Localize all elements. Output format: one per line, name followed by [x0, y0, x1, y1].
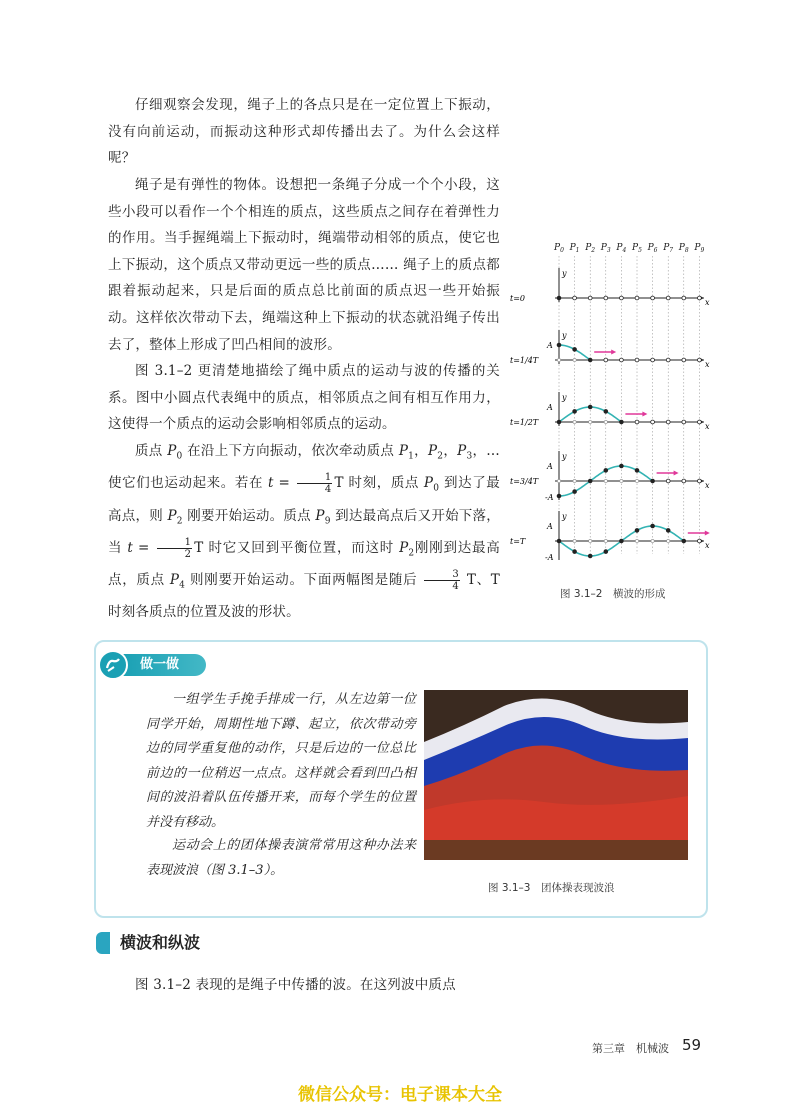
point-label-p1: $P_1$	[569, 243, 580, 254]
equilibrium-marker	[573, 420, 576, 423]
equilibrium-marker	[589, 539, 592, 542]
equilibrium-marker	[635, 539, 638, 542]
particle-4	[620, 296, 624, 300]
y-axis-label: y	[562, 452, 567, 461]
particle-0	[557, 494, 561, 498]
time-label: t=T	[510, 537, 526, 546]
particle-7	[666, 420, 670, 424]
equilibrium-marker	[667, 539, 670, 542]
activity-title: 做一做	[120, 654, 206, 676]
amplitude-label: A	[547, 403, 553, 412]
particle-2	[588, 479, 592, 483]
particle-9	[698, 420, 702, 424]
particle-3	[604, 468, 608, 472]
propagation-arrowhead	[611, 350, 616, 355]
neg-amplitude-label: -A	[545, 493, 554, 502]
point-label-p7: $P_7$	[663, 243, 674, 254]
particle-1	[573, 409, 577, 413]
equilibrium-marker	[604, 420, 607, 423]
particle-2	[588, 358, 592, 362]
x-axis-label: x	[705, 481, 710, 490]
particle-5	[635, 528, 639, 532]
particle-9	[698, 358, 702, 362]
point-label-p6: $P_6$	[647, 243, 658, 254]
particle-6	[651, 296, 655, 300]
particle-8	[682, 539, 686, 543]
particle-7	[666, 296, 670, 300]
x-axis-label: x	[705, 422, 710, 431]
propagation-arrowhead	[642, 412, 647, 417]
equilibrium-marker	[573, 479, 576, 482]
paragraph-3: 图 3.1–2 更清楚地描绘了绳中质点的运动与波的传播的关系。图中小圆点代表绳中的质点，相邻质点之间有相互作用力，这使得一个质点的运动会影响相邻质点的运动。	[108, 363, 500, 433]
particle-3	[604, 296, 608, 300]
y-axis-label: y	[562, 393, 567, 402]
point-label-p8: $P_8$	[678, 243, 689, 254]
particle-1	[573, 490, 577, 494]
section-paragraph: 图 3.1–2 表现的是绳子中传播的波。在这列波中质点	[135, 977, 456, 993]
particle-7	[666, 479, 670, 483]
section-heading	[96, 930, 200, 956]
particle-1	[573, 296, 577, 300]
particle-6	[651, 479, 655, 483]
page-number: 59	[682, 1036, 702, 1054]
amplitude-label: A	[547, 341, 553, 350]
time-label: t=1/2T	[510, 418, 539, 427]
hand-icon	[98, 650, 128, 680]
particle-9	[698, 296, 702, 300]
figure-caption-313: 图 3.1–3 团体操表现波浪	[488, 882, 615, 894]
amplitude-label: A	[547, 522, 553, 531]
fraction-half: $\frac{1}{2}$	[157, 537, 193, 560]
particle-3	[604, 550, 608, 554]
point-label-p4: $P_4$	[616, 243, 627, 254]
particle-4	[620, 358, 624, 362]
equilibrium-marker	[557, 358, 560, 361]
particle-1	[573, 347, 577, 351]
particle-9	[698, 539, 702, 543]
transverse-wave-diagram	[508, 236, 716, 562]
particle-4	[620, 539, 624, 543]
particle-6	[651, 524, 655, 528]
section-heading-text: 横波和纵波	[120, 933, 201, 952]
point-label-p2: $P_2$	[585, 243, 596, 254]
activity-header	[94, 650, 206, 680]
watermark: 微信公众号：电子课本大全	[298, 1085, 502, 1105]
point-label-p0: $P_0$	[554, 243, 564, 254]
time-label: t=0	[510, 294, 526, 303]
particle-5	[635, 468, 639, 472]
particle-6	[651, 358, 655, 362]
point-label-p9: $P_9$	[694, 243, 705, 254]
equilibrium-marker	[635, 479, 638, 482]
fraction-three-quarters: $\frac{3}{4}$	[424, 569, 460, 592]
equilibrium-marker	[604, 479, 607, 482]
particle-2	[588, 296, 592, 300]
point-label-p3: $P_3$	[600, 243, 611, 254]
particle-4	[620, 420, 624, 424]
chapter-label: 第三章 机械波	[592, 1042, 669, 1055]
time-label: t=3/4T	[510, 477, 539, 486]
particle-3	[604, 409, 608, 413]
equilibrium-marker	[651, 539, 654, 542]
particle-5	[635, 420, 639, 424]
particle-0	[557, 539, 561, 543]
activity-text-2: 运动会上的团体操表演常常用这种办法来表现波浪（图 3.1–3）。	[146, 838, 416, 878]
paragraph-1: 仔细观察会发现，绳子上的各点只是在一定位置上下振动，没有向前运动，而振动这种形式却传播出去了。为什么会这样呢？	[108, 97, 500, 167]
particle-7	[666, 358, 670, 362]
particle-0	[557, 296, 561, 300]
equilibrium-marker	[573, 539, 576, 542]
particle-5	[635, 296, 639, 300]
equilibrium-marker	[557, 479, 560, 482]
particle-8	[682, 358, 686, 362]
particle-6	[651, 420, 655, 424]
particle-8	[682, 420, 686, 424]
figure-caption-312: 图 3.1–2 横波的形成	[560, 588, 666, 600]
particle-2	[588, 554, 592, 558]
particle-2	[588, 405, 592, 409]
gymnastics-wave-photo	[424, 690, 688, 860]
equilibrium-marker	[620, 479, 623, 482]
y-axis-label: y	[562, 269, 567, 278]
particle-4	[620, 464, 624, 468]
particle-5	[635, 358, 639, 362]
activity-text-1: 一组学生手挽手排成一行，从左边第一位同学开始，周期性地下蹲、起立，依次带动旁边的同学重复他的动作，只是后边的一位总比前边的一位稍迟一点点。这样就会看到凹凸相间的波沿着队伍传播开来，而每个学生的位置并没有移动。	[146, 692, 416, 830]
propagation-arrowhead	[705, 531, 710, 536]
neg-amplitude-label: -A	[545, 553, 554, 562]
amplitude-label: A	[547, 462, 553, 471]
particle-1	[573, 550, 577, 554]
section-marker	[96, 932, 110, 954]
paragraph-4: 质点 $P_0$ 在沿上下方向振动，依次牵动质点 $P_1$，$P_2$，$P_3$，… 使它们也运动起来。若在 t = $\frac{1}{4}$ T 时刻，质点 $P_0$ 到达了最高点，则 $P_2$ 刚要开始运动。质点 $P_9$ 到达最高点后又开始下落，当 t = $\frac{1}{2}$ T 时它又回到平衡位置，而这时 $P_2$刚刚到达最高点，质点 $P_4$ 则刚要开始运动。下面两幅图是随后 $\frac{3}{4}$ T、T 时刻各质点的位置及波的形状。	[108, 443, 500, 621]
point-label-p5: $P_5$	[632, 243, 642, 254]
fraction-quarter: $\frac{1}{4}$	[297, 472, 333, 495]
particle-3	[604, 358, 608, 362]
particle-9	[698, 479, 702, 483]
y-axis-label: y	[562, 331, 567, 340]
particle-0	[557, 420, 561, 424]
particle-0	[557, 343, 561, 347]
equilibrium-marker	[604, 539, 607, 542]
equilibrium-marker	[573, 358, 576, 361]
y-axis-label: y	[562, 512, 567, 521]
particle-8	[682, 479, 686, 483]
equilibrium-marker	[589, 420, 592, 423]
particle-7	[666, 528, 670, 532]
particle-8	[682, 296, 686, 300]
propagation-arrowhead	[674, 471, 679, 476]
x-axis-label: x	[705, 541, 710, 550]
paragraph-2: 绳子是有弹性的物体。设想把一条绳子分成一个个小段，这些小段可以看作一个个相连的质点，这些质点之间存在着弹性力的作用。当手握绳端上下振动时，绳端带动相邻的质点，使它也上下振动，这个质点又带动更远一些的质点…… 绳子上的质点都跟着振动起来，只是后面的质点总比前面的质点迟一些开始振动。这样依次带动下去，绳端这种上下振动的状态就沿绳子传出去了，整体上形成了凹凸相间的波形。	[108, 177, 500, 353]
x-axis-label: x	[705, 298, 710, 307]
time-label: t=1/4T	[510, 356, 539, 365]
x-axis-label: x	[705, 360, 710, 369]
